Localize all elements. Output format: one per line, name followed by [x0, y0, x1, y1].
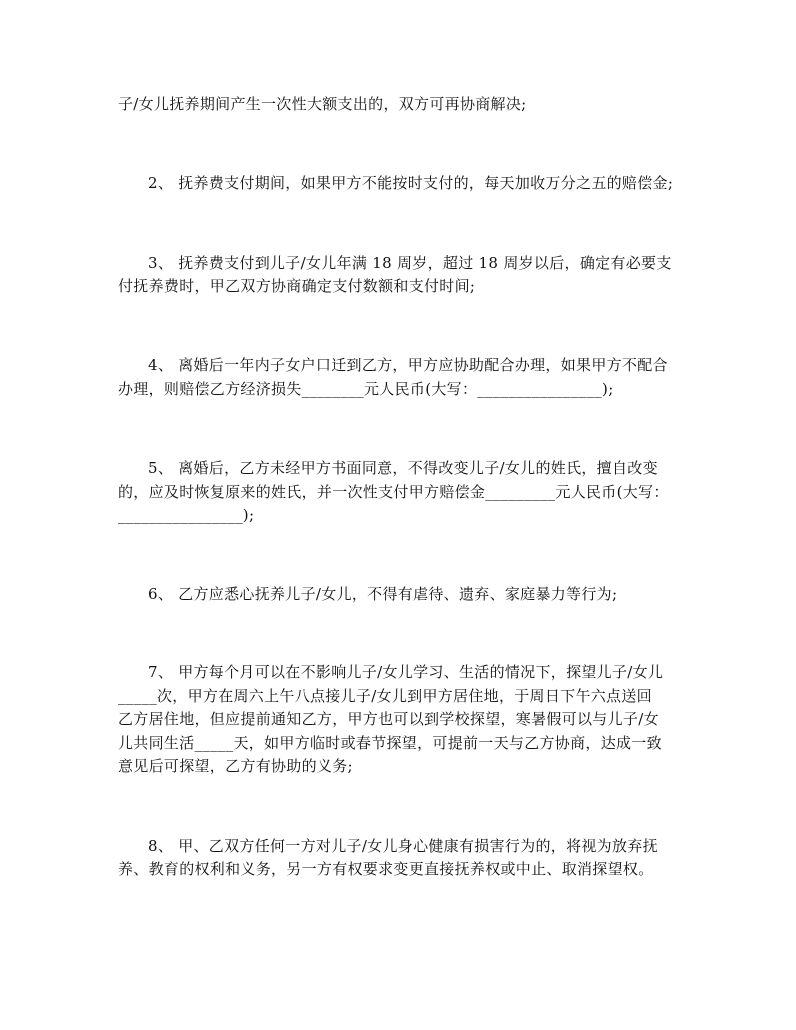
- text-line: 的，应及时恢复原来的姓氏，并一次性支付甲方赔偿金_________元人民币(大写：: [118, 483, 669, 501]
- text-line: 乙方居住地，但应提前通知乙方，甲方也可以到学校探望，寒暑假可以与儿子/女: [118, 710, 659, 728]
- text-line: ________________);: [118, 506, 255, 524]
- text-line: 付抚养费时，甲乙双方协商确定支付数额和支付时间;: [118, 277, 476, 295]
- clause-2-line: 2、 抚养费支付期间，如果甲方不能按时支付的，每天加收万分之五的赔偿金;: [148, 174, 674, 192]
- text-line: 养、教育的权利和义务，另一方有权要求变更直接抚养权或中止、取消探望权。: [118, 860, 654, 878]
- text-line: 子/女儿抚养期间产生一次性大额支出的，双方可再协商解决;: [118, 95, 527, 113]
- text-line: 办理，则赔偿乙方经济损失________元人民币(大写：________________);: [118, 380, 614, 398]
- clause-7-line: 7、 甲方每个月可以在不影响儿子/女儿学习、生活的情况下，探望儿子/女儿: [148, 663, 664, 681]
- text-line: 意见后可探望，乙方有协助的义务;: [118, 757, 353, 775]
- clause-4-line: 4、 离婚后一年内子女户口迁到乙方，甲方应协助配合办理，如果甲方不配合: [148, 356, 668, 374]
- clause-8-line: 8、 甲、乙双方任何一方对儿子/女儿身心健康有损害行为的，将视为放弃抚: [148, 837, 658, 855]
- clause-3-line: 3、 抚养费支付到儿子/女儿年满 18 周岁，超过 18 周岁以后，确定有必要支: [148, 254, 672, 272]
- text-line: 儿共同生活_____天，如甲方临时或春节探望，可提前一天与乙方协商，达成一致: [118, 734, 662, 752]
- clause-6-line: 6、 乙方应悉心抚养儿子/女儿，不得有虐待、遗弃、家庭暴力等行为;: [148, 585, 618, 603]
- clause-5-line: 5、 离婚后，乙方未经甲方书面同意，不得改变儿子/女儿的姓氏，擅自改变: [148, 459, 658, 477]
- text-line: _____次，甲方在周六上午八点接儿子/女儿到甲方居住地，于周日下午六点送回: [118, 687, 652, 705]
